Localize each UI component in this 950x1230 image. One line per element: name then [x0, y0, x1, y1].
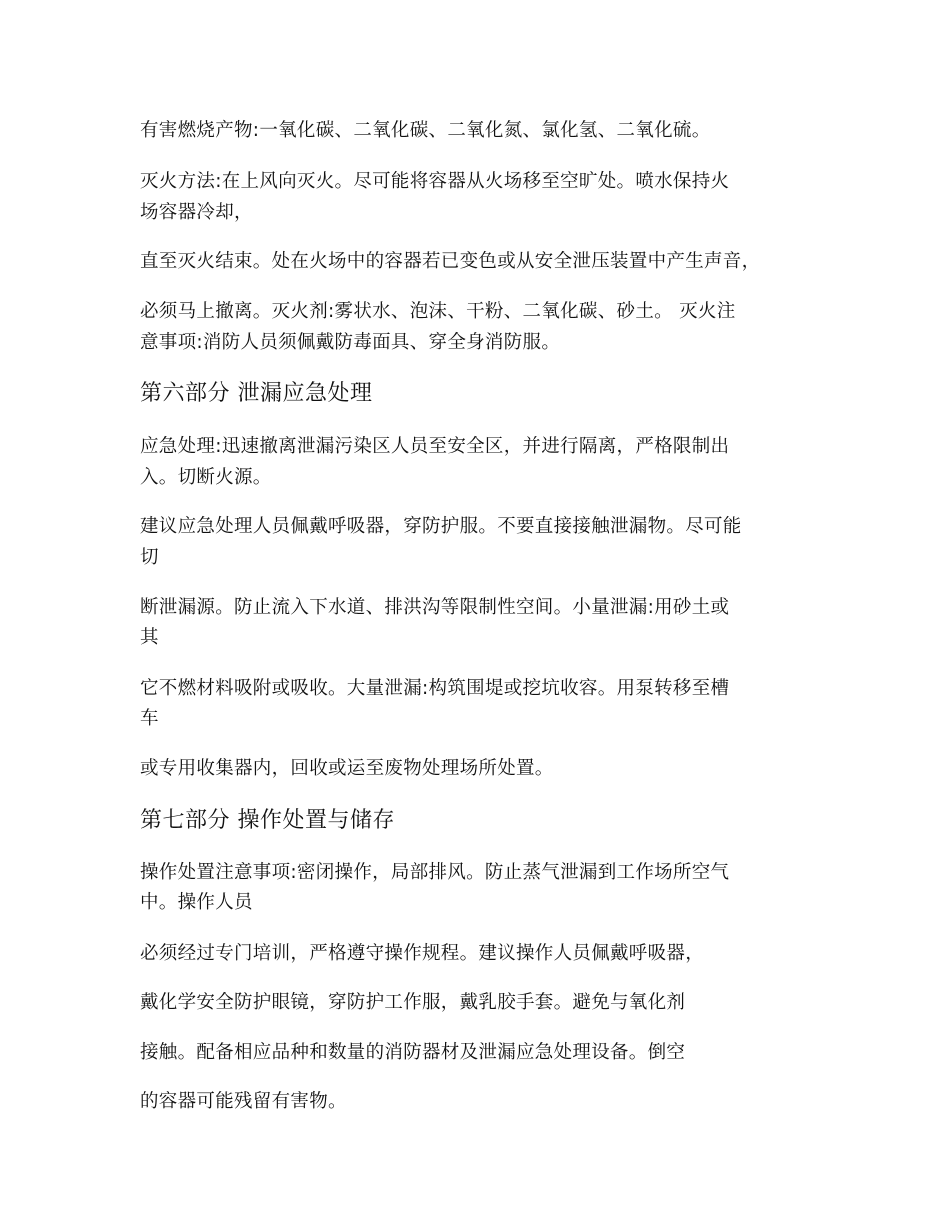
section-7-line: 操作处置注意事项:密闭操作，局部排风。防止蒸气泄漏到工作场所空气: [140, 862, 730, 883]
section-6-line: 建议应急处理人员佩戴呼吸器，穿防护服。不要直接接触泄漏物。尽可能: [140, 516, 742, 537]
paragraph-extinguisher-line-1: 必须马上撤离。灭火剂:雾状水、泡沫、干粉、二氧化碳、砂土。 灭火注: [140, 301, 736, 322]
section-7-line: 中。操作人员: [140, 892, 253, 913]
section-7-line: 接触。配备相应品种和数量的消防器材及泄漏应急处理设备。倒空: [140, 1042, 686, 1063]
section-6-line: 断泄漏源。防止流入下水道、排洪沟等限制性空间。小量泄漏:用砂土或: [140, 597, 730, 618]
section-6-line: 应急处理:迅速撤离泄漏污染区人员至安全区，并进行隔离，严格限制出: [140, 436, 730, 457]
paragraph-firefighting-line-3: 直至灭火结束。处在火场中的容器若已变色或从安全泄压装置中产生声音，: [140, 251, 761, 272]
section-7-line: 必须经过专门培训，严格遵守操作规程。建议操作人员佩戴呼吸器，: [140, 943, 705, 964]
paragraph-combustion-products: 有害燃烧产物:一氧化碳、二氧化碳、二氧化氮、氯化氢、二氧化硫。: [140, 120, 711, 141]
section-6-line: 车: [140, 708, 159, 729]
paragraph-extinguisher-line-2: 意事项:消防人员须佩戴防毒面具、穿全身消防服。: [140, 332, 561, 353]
section-6-heading: 第六部分 泄漏应急处理: [140, 381, 373, 406]
paragraph-firefighting-line-1: 灭火方法:在上风向灭火。尽可能将容器从火场移至空旷处。喷水保持火: [140, 171, 730, 192]
section-6-line: 其: [140, 627, 159, 648]
section-6-line: 切: [140, 547, 159, 568]
section-7-heading: 第七部分 操作处置与储存: [140, 808, 395, 833]
section-7-line: 戴化学安全防护眼镜，穿防护工作服，戴乳胶手套。避免与氧化剂: [140, 992, 686, 1013]
section-7-line: 的容器可能残留有害物。: [140, 1091, 347, 1112]
section-6-line: 入。切断火源。: [140, 467, 272, 488]
section-6-line: 它不燃材料吸附或吸收。大量泄漏:构筑围堤或挖坑收容。用泵转移至槽: [140, 678, 730, 699]
section-6-line: 或专用收集器内，回收或运至废物处理场所处置。: [140, 758, 554, 779]
paragraph-firefighting-line-2: 场容器冷却，: [140, 202, 253, 223]
